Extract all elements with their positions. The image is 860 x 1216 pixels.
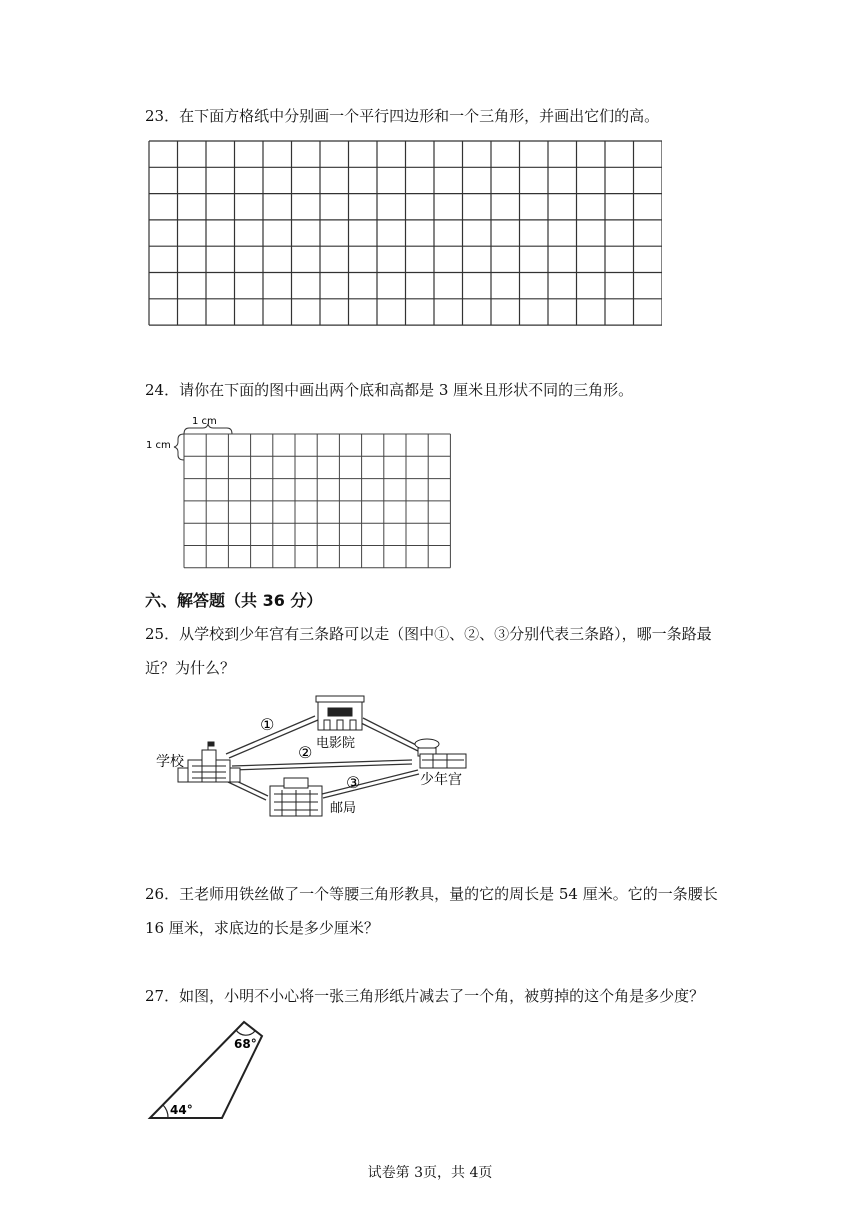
scale-label-top: 1 cm <box>192 416 217 427</box>
page-footer: 试卷第 3页，共 4页 <box>367 1165 493 1181</box>
youth-palace-building-icon <box>415 739 466 768</box>
question-25-line1: 25．从学校到少年宫有三条路可以走（图中①、②、③分别代表三条路），哪一条路最 <box>145 625 712 643</box>
question-27: 27．如图，小明不小心将一张三角形纸片减去了一个角，被剪掉的这个角是多少度？ <box>145 987 705 1005</box>
grid-paper-24 <box>140 408 460 574</box>
angle-arc-bottom <box>163 1105 168 1118</box>
route-3-line-b <box>228 782 266 800</box>
question-24: 24．请你在下面的图中画出两个底和高都是 3 厘米且形状不同的三角形。 <box>145 381 634 399</box>
post-office-building-icon <box>270 778 322 816</box>
scale-brace-left <box>174 434 184 460</box>
route-1-line-d <box>361 723 420 752</box>
grid-paper-23 <box>148 140 662 328</box>
route-3-line-d <box>323 774 419 798</box>
question-26-line2: 16 厘米，求底边的长是多少厘米？ <box>145 919 379 937</box>
route-1-label: ① <box>260 715 275 734</box>
question-26-line1: 26．王老师用铁丝做了一个等腰三角形教具，量的它的周长是 54 厘米。它的一条腰长 <box>145 885 718 903</box>
school-label: 学校 <box>156 754 184 770</box>
cinema-building-icon <box>316 696 364 730</box>
cut-triangle-figure <box>140 1010 290 1125</box>
school-building-icon <box>178 742 240 782</box>
question-25-line2: 近？为什么？ <box>145 659 236 677</box>
youth-palace-label: 少年宫 <box>420 772 462 788</box>
section-title: 六、解答题（共 36 分） <box>145 591 323 610</box>
scale-label-left: 1 cm <box>146 440 171 451</box>
question-23: 23．在下面方格纸中分别画一个平行四边形和一个三角形，并画出它们的高。 <box>145 107 660 125</box>
route-3-line-c <box>322 770 418 794</box>
route-1-line-c <box>363 718 422 748</box>
route-3-label: ③ <box>346 773 361 792</box>
cinema-label: 电影院 <box>316 736 356 751</box>
angle-label-bottom: 44° <box>170 1103 193 1117</box>
angle-label-top: 68° <box>234 1037 257 1051</box>
angle-arc-top <box>236 1030 255 1035</box>
route-2-label: ② <box>298 743 313 762</box>
route-map <box>150 690 480 830</box>
post-office-label: 邮局 <box>330 801 357 816</box>
